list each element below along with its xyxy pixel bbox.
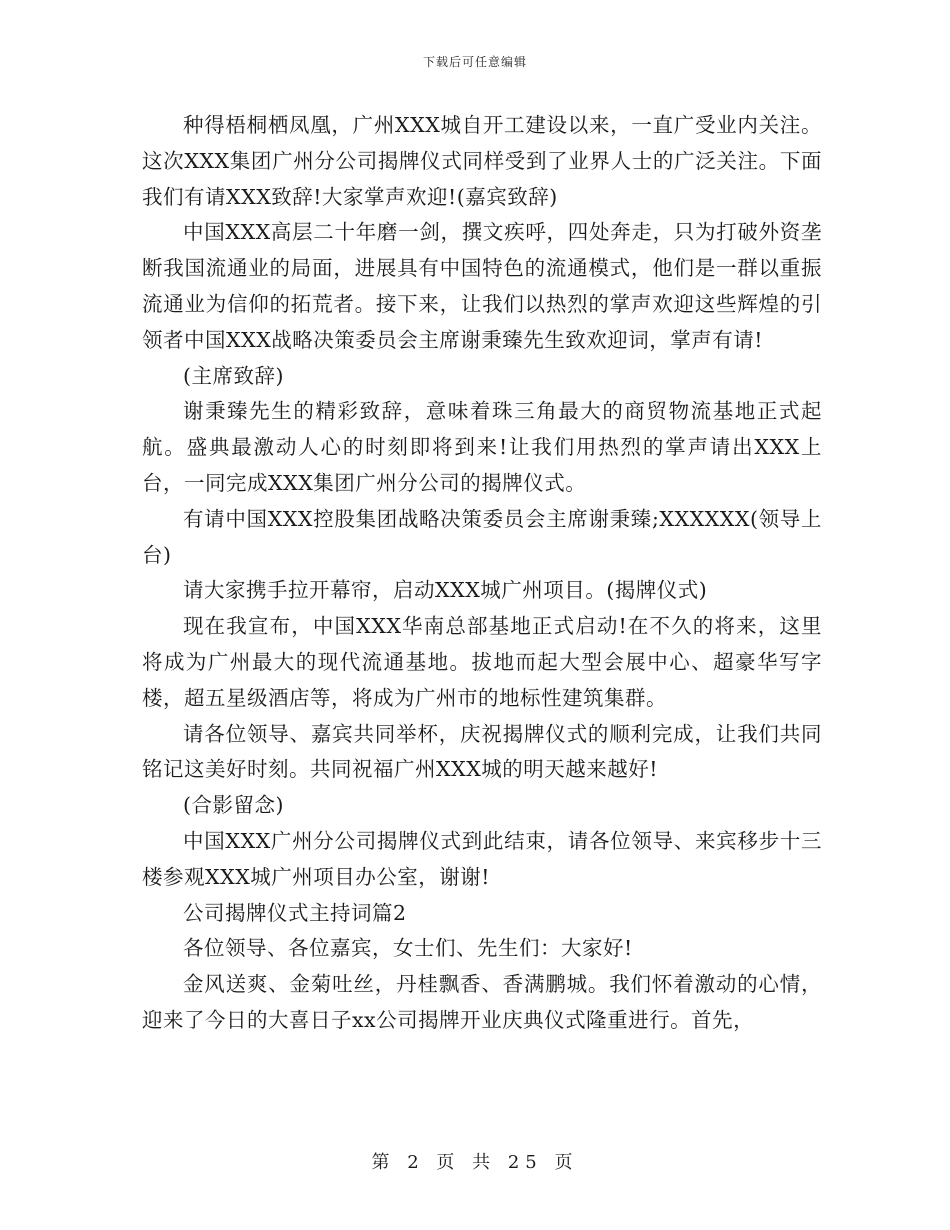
header-note: 下载后可任意编辑: [422, 55, 527, 69]
paragraph-10: 中国XXX广州分公司揭牌仪式到此结束，请各位领导、来宾移步十三楼参观XXX城广州项目办公室，谢谢!: [142, 828, 822, 889]
section-heading: 公司揭牌仪式主持词篇2: [183, 900, 407, 925]
page-number: 第 2 页 共 25 页: [371, 1152, 579, 1173]
paragraph-2: 中国XXX高层二十年磨一剑，撰文疾呼，四处奔走，只为打破外资垄断我国流通业的局面，进展具有中国特色的流通模式，他们是一群以重振流通业为信仰的拓荒者。接下来，让我们以热烈的掌声欢迎这些辉煌的引领者中国XXX战略决策委员会主席谢秉臻先生致欢迎词，掌声有请!: [142, 220, 822, 352]
paragraph-12: 各位领导、各位嘉宾，女士们、先生们：大家好!: [183, 936, 633, 961]
paragraph-1: 种得梧桐栖凤凰，广州XXX城自开工建设以来，一直广受业内关注。这次XXX集团广州分公司揭牌仪式同样受到了业界人士的广泛关注。下面我们有请XXX致辞!大家掌声欢迎!(嘉宾致辞): [142, 113, 822, 209]
paragraph-9: (合影留念): [183, 793, 284, 818]
paragraph-3: (主席致辞): [183, 363, 284, 388]
paragraph-7: 现在我宣布，中国XXX华南总部基地正式启动!在不久的将来，这里将成为广州最大的现代流通基地。拔地而起大型会展中心、超豪华写字楼，超五星级酒店等，将成为广州市的地标性建筑集群。: [142, 614, 822, 710]
paragraph-5: 有请中国XXX控股集团战略决策委员会主席谢秉臻;XXXXXX(领导上台): [142, 506, 822, 567]
paragraph-6: 请大家携手拉开幕帘，启动XXX城广州项目。(揭牌仪式): [183, 578, 708, 603]
document-body: [142, 108, 822, 1039]
paragraph-8: 请各位领导、嘉宾共同举杯，庆祝揭牌仪式的顺利完成，让我们共同铭记这美好时刻。共同祝福广州XXX城的明天越来越好!: [142, 721, 822, 782]
paragraph-4: 谢秉臻先生的精彩致辞，意味着珠三角最大的商贸物流基地正式起航。盛典最激动人心的时刻即将到来!让我们用热烈的掌声请出XXX上台，一同完成XXX集团广州分公司的揭牌仪式。: [142, 399, 822, 495]
paragraph-13: 金风送爽、金菊吐丝，丹桂飘香、香满鹏城。我们怀着激动的心情，迎来了今日的大喜日子xx公司揭牌开业庆典仪式隆重进行。首先，: [142, 972, 822, 1032]
